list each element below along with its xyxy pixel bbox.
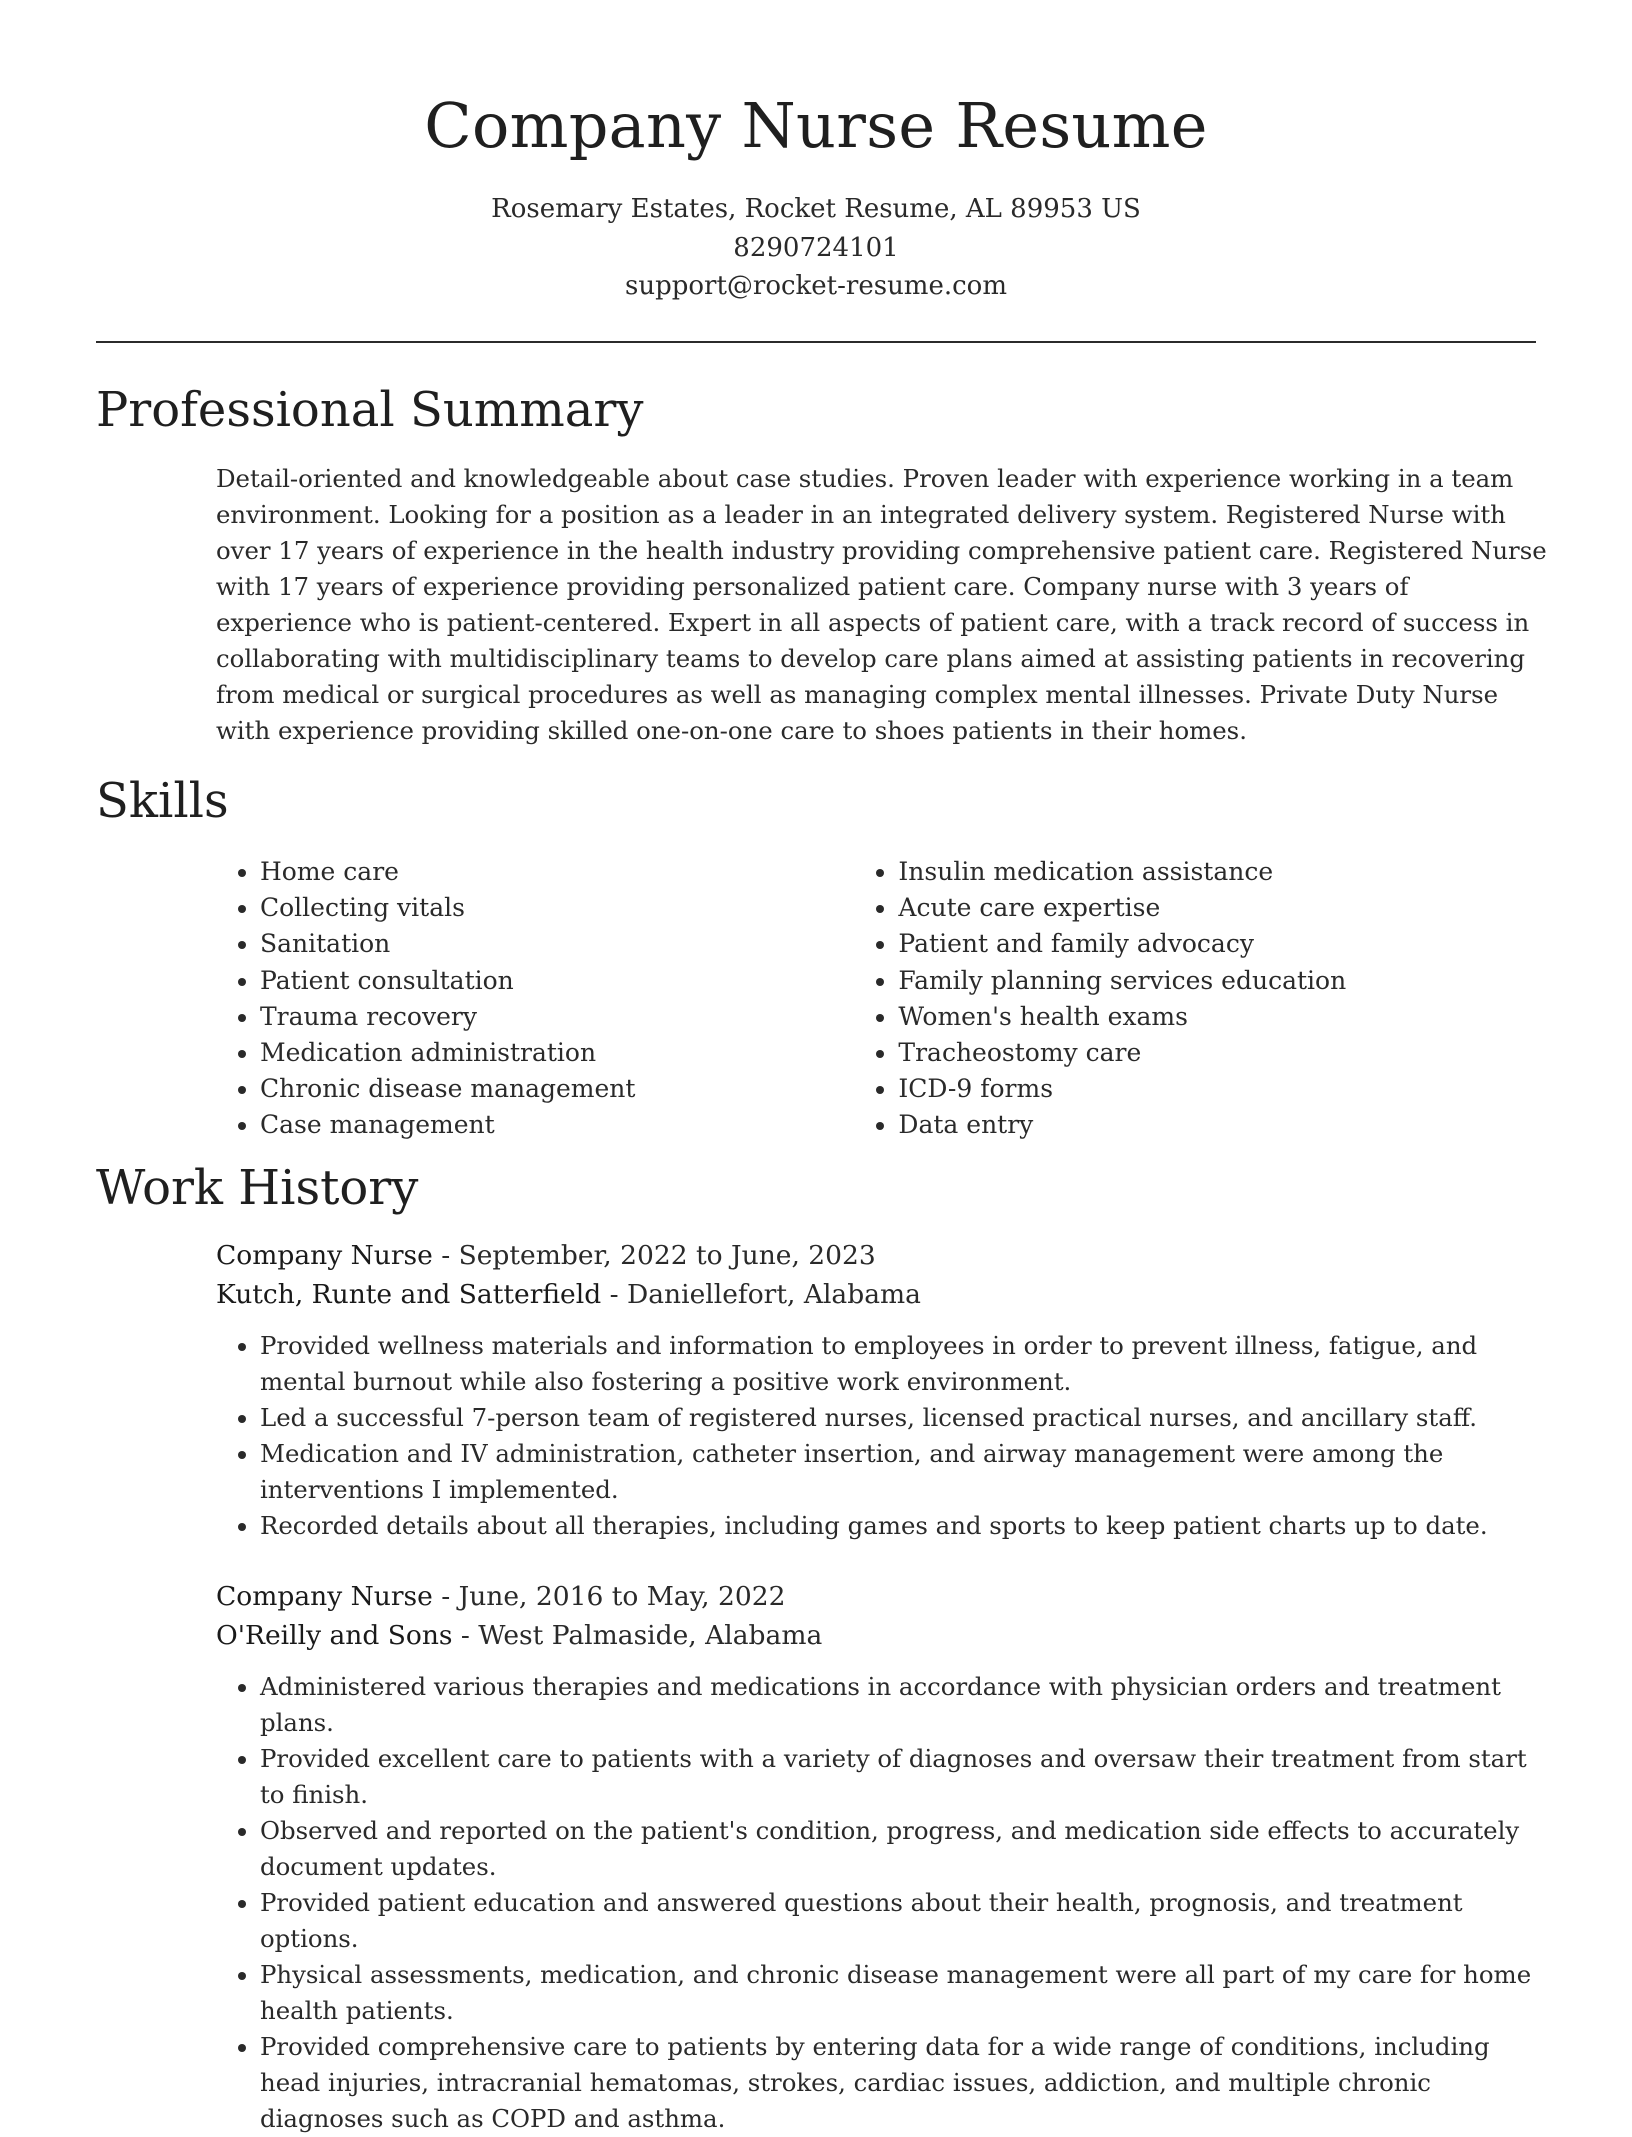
job-bullet: • Administered various therapies and medications in accordance with physician orders and treatment plans.: [260, 1669, 1551, 1741]
job-entry: [216, 1236, 1551, 1544]
skills-column-right: [854, 854, 1536, 1144]
job-company-line: [216, 1275, 1551, 1314]
job-title: Company Nurse: [216, 1581, 433, 1612]
job-bullet: • Observed and reported on the patient's condition, progress, and medication side effects to accurately document updates.: [260, 1813, 1551, 1885]
skill-item: • Family planning services education: [898, 963, 1536, 999]
summary-text: Detail-oriented and knowledgeable about case studies. Proven leader with experience working in a team environment. Looking for a position as a leader in an integrated delivery system. Registered Nurse with over 17 years of experience in the health industry providing comprehensive patient care. Registered Nurse with 17 years of experience providing personalized patient care. Company nurse with 3 years of experience who is patient-centered. Expert in all aspects of patient care, with a track record of success in collaborating with multidisciplinary teams to develop care plans aimed at assisting patients in recovering from medical or surgical procedures as well as managing complex mental illnesses. Private Duty Nurse with experience providing skilled one-on-one care to shoes patients in their homes.: [216, 464, 1547, 745]
job-bullet: • Physical assessments, medication, and chronic disease management were all part of my care for home health patients.: [260, 1957, 1551, 2029]
job-dates: - June, 2016 to May, 2022: [432, 1581, 786, 1612]
skill-item: • Data entry: [898, 1107, 1536, 1143]
contact-address: Rosemary Estates, Rocket Resume, AL 89953 US: [491, 194, 1141, 224]
skill-item: • Chronic disease management: [260, 1071, 854, 1107]
skill-item: • Collecting vitals: [260, 890, 854, 926]
job-title-line: [216, 1577, 1551, 1616]
job-bullet: • Led a successful 7-person team of registered nurses, licensed practical nurses, and ancillary staff.: [260, 1400, 1551, 1436]
skill-item: • Patient consultation: [260, 963, 854, 999]
skills-heading: Skills: [96, 773, 229, 829]
job-bullets: [216, 1669, 1551, 2137]
job-bullets: [216, 1328, 1551, 1544]
job-company-line: [216, 1616, 1551, 1655]
job-entry: [216, 1577, 1551, 2137]
skill-item: • Tracheostomy care: [898, 1035, 1536, 1071]
skill-item: • Women's health exams: [898, 999, 1536, 1035]
job-title: Company Nurse: [216, 1240, 433, 1271]
skill-item: • Case management: [260, 1107, 854, 1143]
job-location: - Daniellefort, Alabama: [601, 1279, 921, 1310]
job-bullet: • Provided wellness materials and information to employees in order to prevent illness, fatigue, and mental burnout while also fostering a positive work environment.: [260, 1328, 1551, 1400]
contact-phone: 8290724101: [733, 232, 899, 263]
resume-header: [96, 0, 1536, 306]
job-bullet: • Provided excellent care to patients with a variety of diagnoses and oversaw their treatment from start to finish.: [260, 1741, 1551, 1813]
job-company: O'Reilly and Sons: [216, 1620, 453, 1651]
job-bullet: • Provided patient education and answered questions about their health, prognosis, and treatment options.: [260, 1885, 1551, 1957]
header-divider: [96, 341, 1536, 343]
skill-item: • Acute care expertise: [898, 890, 1536, 926]
resume-page: [96, 0, 1547, 2133]
job-bullet: • Provided comprehensive care to patients by entering data for a wide range of conditions, including head injuries, intracranial hematomas, strokes, cardiac issues, addiction, and multiple chronic diagnoses such as COPD and asthma.: [260, 2029, 1551, 2137]
job-dates: - September, 2022 to June, 2023: [432, 1240, 876, 1271]
work-history-heading: Work History: [96, 1160, 419, 1216]
job-location: - West Palmaside, Alabama: [452, 1620, 823, 1651]
job-title-line: [216, 1236, 1551, 1275]
skills-column-left: [216, 854, 854, 1144]
contact-info: [96, 190, 1536, 306]
skills-list: [216, 854, 1536, 1144]
skill-item: • ICD-9 forms: [898, 1071, 1536, 1107]
job-bullet: • Recorded details about all therapies, including games and sports to keep patient charts up to date.: [260, 1508, 1551, 1544]
job-company: Kutch, Runte and Satterfield: [216, 1279, 602, 1310]
skill-item: • Trauma recovery: [260, 999, 854, 1035]
skill-item: • Patient and family advocacy: [898, 926, 1536, 962]
resume-title: Company Nurse Resume: [424, 89, 1208, 162]
skill-item: • Medication administration: [260, 1035, 854, 1071]
skill-item: • Home care: [260, 854, 854, 890]
contact-email: support@rocket-resume.com: [624, 271, 1007, 301]
job-bullet: • Medication and IV administration, catheter insertion, and airway management were among the interventions I implemented.: [260, 1436, 1551, 1508]
summary-heading: Professional Summary: [96, 382, 644, 438]
skill-item: • Insulin medication assistance: [898, 854, 1536, 890]
skill-item: • Sanitation: [260, 926, 854, 962]
